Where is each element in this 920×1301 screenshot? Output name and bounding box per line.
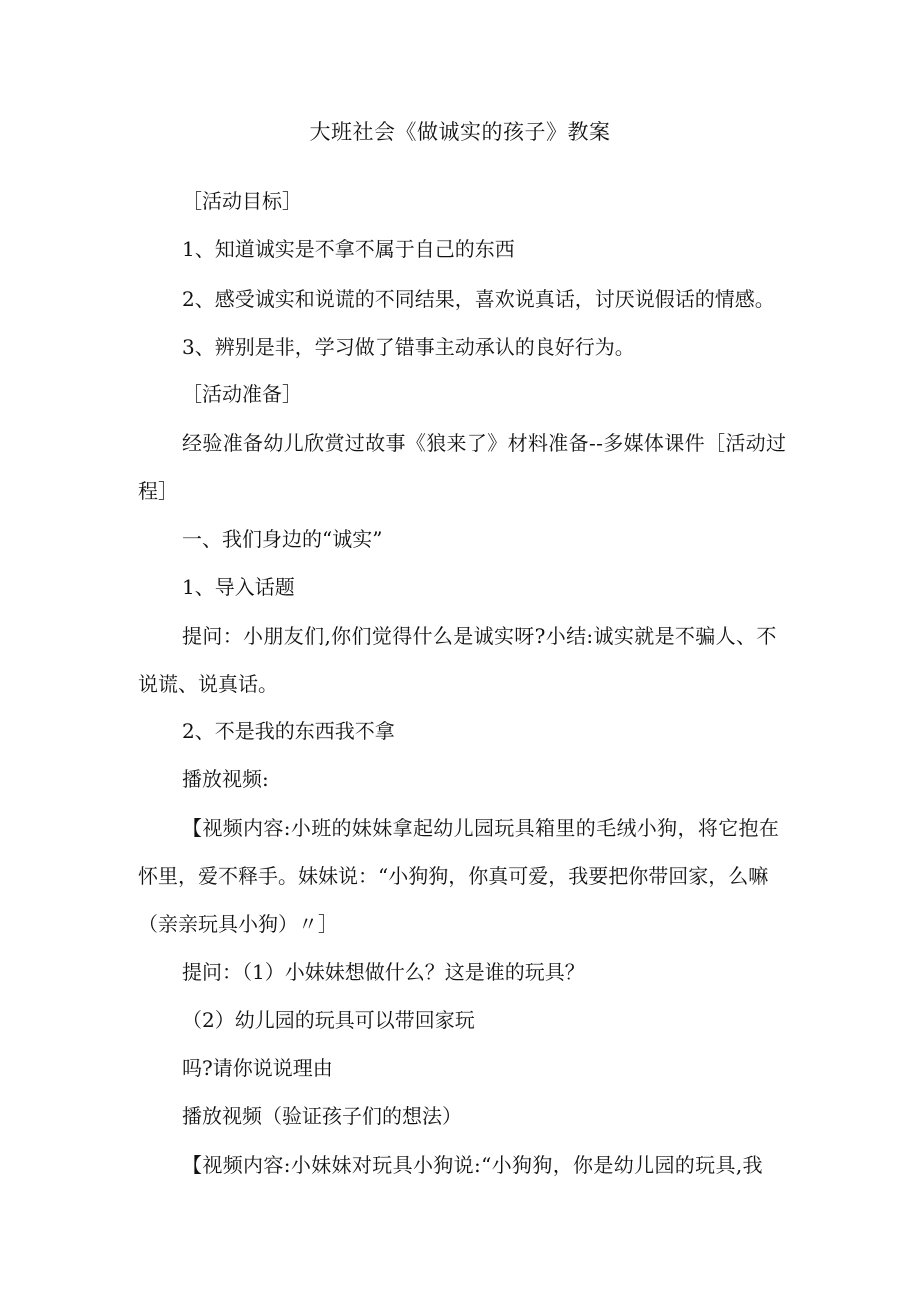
- step-heading-1: 1、导入话题: [182, 575, 295, 599]
- question-paragraph-line-1: 提问：小朋友们,你们觉得什么是诚实呀?小结:诚实就是不骗人、不: [182, 624, 777, 648]
- video-content-line-2: 怀里，爱不释手。妹妹说：“小狗狗，你真可爱，我要把你带回家，么嘛: [138, 864, 769, 888]
- preparation-paragraph-line-1: 经验准备幼儿欣赏过故事《狼来了》材料准备--多媒体课件［活动过: [182, 431, 787, 455]
- objective-item-2: 2、感受诚实和说谎的不同结果，喜欢说真话，讨厌说假话的情感。: [182, 287, 775, 311]
- video-content-line-1: 【视频内容:小班的妹妹拿起幼儿园玩具箱里的毛绒小狗，将它抱在: [182, 816, 780, 840]
- video-content-line-4: 【视频内容:小妹妹对玩具小狗说:“小狗狗，你是幼儿园的玩具,我: [182, 1153, 763, 1177]
- part-heading-1: 一、我们身边的“诚实”: [182, 527, 383, 551]
- video-content-line-3: （亲亲玩具小狗）〃］: [138, 912, 338, 936]
- question-paragraph-line-2: 说谎、说真话。: [138, 672, 278, 696]
- section-heading-preparation: ［活动准备］: [182, 382, 302, 406]
- preparation-paragraph-line-2: 程］: [138, 479, 178, 503]
- verify-video-line: 播放视频（验证孩子们的想法）: [182, 1104, 462, 1128]
- document-title: 大班社会《做诚实的孩子》教案: [309, 120, 611, 144]
- play-video-line: 播放视频:: [182, 767, 269, 791]
- section-heading-objectives: ［活动目标］: [182, 189, 302, 213]
- step-heading-2: 2、不是我的东西我不拿: [182, 719, 395, 743]
- objective-item-3: 3、辨别是非，学习做了错事主动承认的良好行为。: [182, 335, 635, 359]
- question-line-1: 提问：（1）小妹妹想做什么？这是谁的玩具？: [182, 960, 585, 984]
- question-line-2: （2）幼儿园的玩具可以带回家玩: [182, 1008, 475, 1032]
- question-line-3: 吗?请你说说理由: [182, 1056, 333, 1080]
- objective-item-1: 1、知道诚实是不拿不属于自己的东西: [182, 237, 515, 261]
